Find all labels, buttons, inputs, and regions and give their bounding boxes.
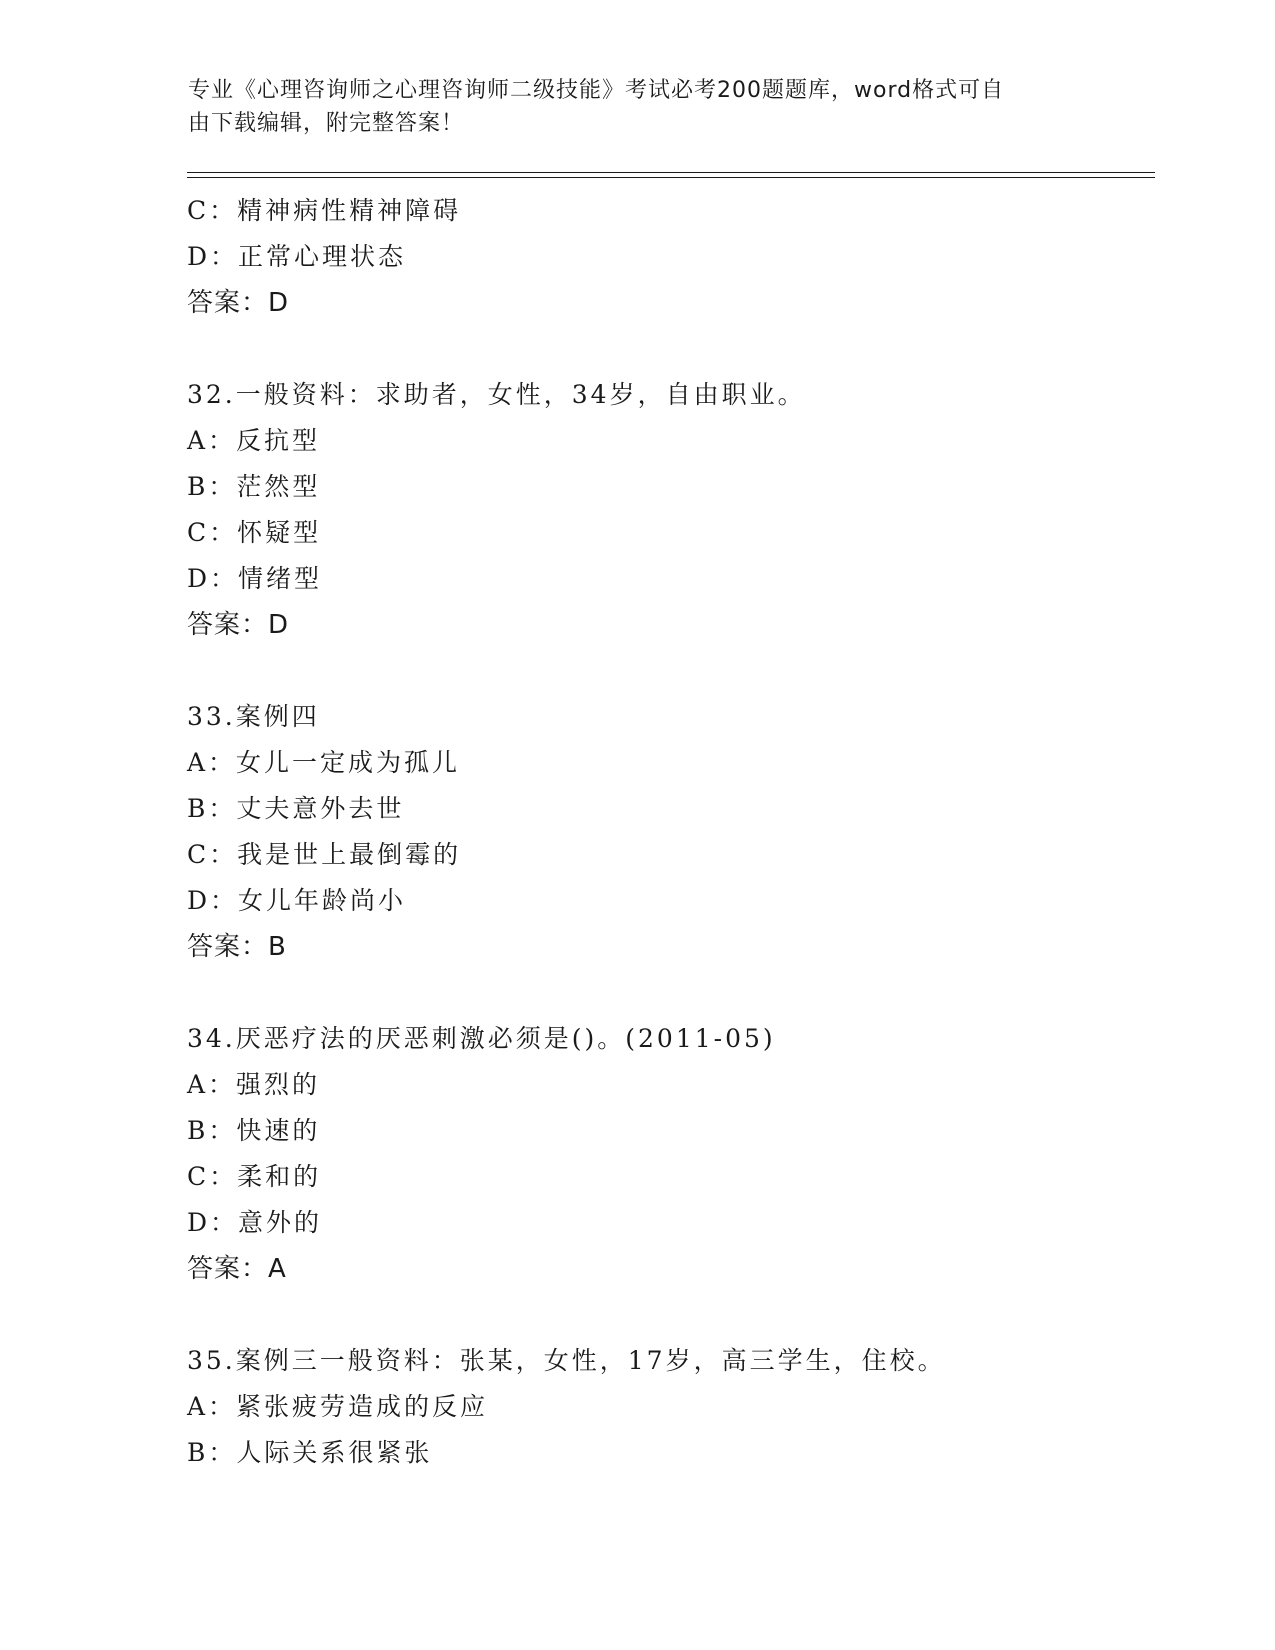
header-rule-bottom xyxy=(187,177,1155,178)
question-block-33 xyxy=(187,694,1147,970)
option-d: D：正常心理状态 xyxy=(187,242,407,271)
question-block-31 xyxy=(187,188,1147,326)
question-block-34 xyxy=(187,1016,1147,1292)
option-b: B：丈夫意外去世 xyxy=(187,794,405,823)
question-list xyxy=(187,188,1147,1476)
option-d: D：意外的 xyxy=(187,1208,323,1237)
header-line-1: 专业《心理咨询师之心理咨询师二级技能》考试必考200题题库，word格式可自 xyxy=(188,78,1005,103)
option-d: D：女儿年龄尚小 xyxy=(187,886,407,915)
question-text: 35.案例三一般资料：张某，女性，17岁，高三学生，住校。 xyxy=(187,1346,946,1375)
option-a: A：紧张疲劳造成的反应 xyxy=(187,1392,489,1421)
option-a: A：反抗型 xyxy=(187,426,321,455)
answer-line: 答案：D xyxy=(187,610,290,640)
question-block-32 xyxy=(187,372,1147,648)
option-c: C：怀疑型 xyxy=(187,518,322,547)
answer-line: 答案：A xyxy=(187,1254,287,1284)
option-c: C：柔和的 xyxy=(187,1162,322,1191)
header-rule-top xyxy=(187,172,1155,173)
answer-line: 答案：B xyxy=(187,932,287,962)
option-a: A：强烈的 xyxy=(187,1070,321,1099)
option-b: B：茫然型 xyxy=(187,472,321,501)
document-header xyxy=(188,74,1068,140)
option-b: B：快速的 xyxy=(187,1116,321,1145)
question-text: 34.厌恶疗法的厌恶刺激必须是()。(2011-05) xyxy=(187,1024,776,1053)
option-b: B：人际关系很紧张 xyxy=(187,1438,433,1467)
answer-line: 答案：D xyxy=(187,288,290,318)
option-a: A：女儿一定成为孤儿 xyxy=(187,748,461,777)
option-c: C：我是世上最倒霉的 xyxy=(187,840,462,869)
header-line-2: 由下载编辑，附完整答案！ xyxy=(188,111,465,136)
option-d: D：情绪型 xyxy=(187,564,323,593)
option-c: C：精神病性精神障碍 xyxy=(187,196,462,225)
question-block-35 xyxy=(187,1338,1147,1476)
question-text: 33.案例四 xyxy=(187,702,320,731)
question-text: 32.一般资料：求助者，女性，34岁，自由职业。 xyxy=(187,380,806,409)
